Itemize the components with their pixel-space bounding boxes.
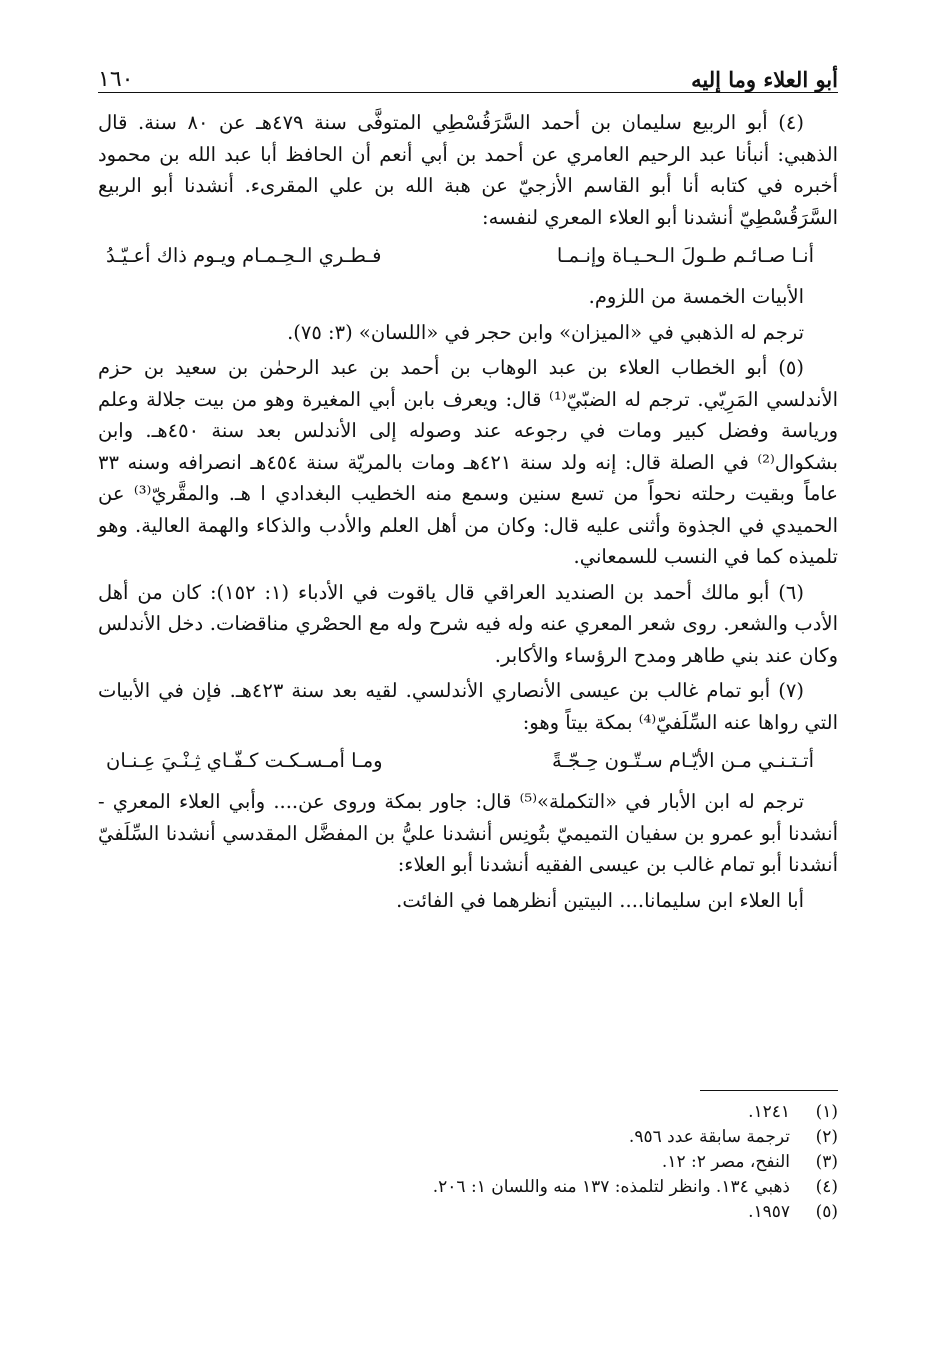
footnotes <box>360 1100 838 1225</box>
footnote <box>360 1150 838 1175</box>
footnote <box>360 1200 838 1225</box>
running-title: أبو العلاء وما إليه <box>691 67 838 92</box>
verse-second-hemistich: فـطـري الـحِـمـام ويـوم ذاك أعـيّـدُ <box>106 244 382 267</box>
paragraph: ترجم له الذهبي في «الميزان» وابن حجر في «اللسان» (٣: ٧٥). <box>287 320 804 344</box>
footnote-text: ١٩٥٧. <box>748 1202 790 1222</box>
footnote-number: (٤) <box>815 1177 838 1197</box>
footnote-number: (٣) <box>815 1152 838 1172</box>
footnote <box>360 1100 838 1125</box>
verse-second-hemistich: ومـا أمـسـكـت كـفّـاي ثِـنْـيَ عِـنـان <box>106 749 383 772</box>
page <box>98 54 838 920</box>
footnote-text: ترجمة سابقة عدد ٩٥٦. <box>628 1127 790 1147</box>
footnote-number: (٢) <box>815 1127 838 1147</box>
footnote <box>360 1125 838 1150</box>
verse-line <box>98 239 838 273</box>
paragraph: أبا العلاء ابن سليمانا.... البيتين أنظرهما في الفائت. <box>396 888 804 912</box>
footnote-separator <box>700 1090 838 1091</box>
paragraph: (٤) أبو الربيع سليمان بن أحمد السَّرَقُسْطِي المتوفَّى سنة ٤٧٩هـ عن ٨٠ سنة. قال الذهبي: أنبأنا عبد الرحيم العامري عن أحمد بن أبي أنعم أن الحافظ أبا عبد الله بن محمود أخبره في كتابه أنا أبو القاسم الأزجيّ عن هبة الله بن علي المقرىء. أنشدنا أبو الربيع السَّرَقُسْطِيّ أنشدنا أبو العلاء المعري لنفسه: <box>98 111 838 229</box>
footnote <box>360 1175 838 1200</box>
footnote-text: ذهبي ١٣٤. وانظر لتلمذه: ١٣٧ منه واللسان ١: ٢٠٦. <box>432 1177 790 1197</box>
footnote-number: (٥) <box>815 1202 838 1222</box>
footnote-number: (١) <box>815 1102 838 1122</box>
paragraph: ترجم له ابن الأبار في «التكملة»⁽⁵⁾ قال: جاور بمكة وروى عن.... وأبي العلاء المعري - أنشدنا أبو عمرو بن سفيان التميميّ بتُونِس أنشدنا عليُّ بن المفضَّل المقدسي أنشدنا السِّلَفيّ أنشدنا أبو تمام غالب بن عيسى الفقيه أنشدنا أبو العلاء: <box>98 790 838 876</box>
body-text <box>98 107 838 916</box>
footnote-text: ١٢٤١. <box>748 1102 790 1122</box>
paragraph: (٥) أبو الخطاب العلاء بن عبد الوهاب بن أحمد بن عبد الرحمٰن بن سعيد بن حزم الأندلسي المَرِيّي. ترجم له الضبّيّ⁽¹⁾ قال: ويعرف بابن أبي المغيرة وهو من بيت جلالة وعلم ورياسة وفضل كبير ومات في رجوعه عند وصوله إلى الأندلس بعد سنة ٤٥٠هـ. وابن بشكوال⁽²⁾ في الصلة قال: إنه ولد سنة ٤٢١هـ ومات بالمريّة سنة ٤٥٤هـ انصرافه وسنه ٣٣ عاماً وبقيت رحلته نحواً من تسع سنين وسمع منه الخطيب البغدادي ا هـ. والمقَّريّ⁽³⁾ عن الحميدي في الجذوة وأثنى عليه قال: وكان من أهل العلم والأدب والذكاء والهمة العالية. وهو تلميذه كما في النسب للسمعاني. <box>98 356 839 568</box>
footnote-text: النفح، مصر ٢: ١٢. <box>661 1152 790 1172</box>
page-number: ١٦٠ <box>98 67 134 92</box>
running-header <box>98 54 838 93</box>
verse-first-hemistich: أنـا صـائـم طـولَ الـحـيـاة وإنـمـا <box>556 244 814 267</box>
paragraph: (٧) أبو تمام غالب بن عيسى الأنصاري الأندلسي. لقيه بعد سنة ٤٢٣هـ. فإن في الأبيات التي رواها عنه السِّلَفيّ⁽⁴⁾ بمكة بيتاً وهو: <box>98 679 838 734</box>
paragraph: الأبيات الخمسة من اللزوم. <box>588 285 804 308</box>
paragraph: (٦) أبو مالك أحمد بن الصنديد العراقي قال ياقوت في الأدباء (١: ١٥٢): كان من أهل الأدب والشعر. روى شعر المعري عنه وله فيه شرح وله مع الحصْري مناقضات. دخل الأندلس وكان عند بني طاهر ومدح الرؤساء والأكابر. <box>98 580 838 667</box>
verse-first-hemistich: أتـتـنـي مـن الأيّـام سـتّـون حِـجّـةً <box>551 749 814 772</box>
verse-line <box>98 744 838 778</box>
